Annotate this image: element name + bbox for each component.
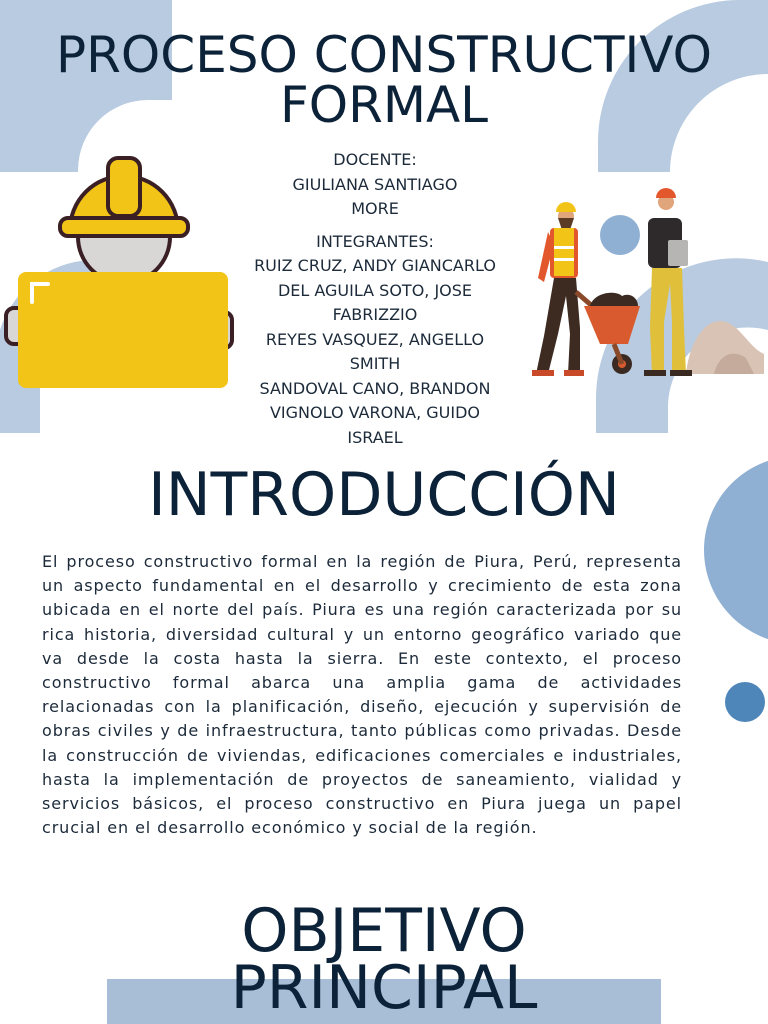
integrante-line: ISRAEL xyxy=(347,427,403,447)
objective-title-line-1: OBJETIVO xyxy=(241,896,527,966)
objective-title-line-2: PRINCIPAL xyxy=(230,953,538,1023)
people-block xyxy=(230,148,520,447)
docente-name-line: GIULIANA SANTIAGO xyxy=(292,174,458,194)
small-dot-decor xyxy=(725,682,765,722)
people-clip xyxy=(230,148,520,447)
cover-title-block xyxy=(0,26,768,134)
docente-name-line: MORE xyxy=(351,199,399,218)
cover-slide xyxy=(0,0,768,447)
integrante-line: REYES VASQUEZ, ANGELLO xyxy=(265,329,485,349)
integrante-line: VIGNOLO VARONA, GUIDO xyxy=(269,403,481,422)
integrante-line: RUIZ CRUZ, ANDY GIANCARLO xyxy=(254,256,496,275)
integrante-line: DEL AGUILA SOTO, JOSE xyxy=(277,280,473,300)
construction-workers-illustration xyxy=(518,188,768,388)
cover-title-line-1: PROCESO CONSTRUCTIVO xyxy=(56,26,712,84)
intro-paragraph: El proceso constructivo formal en la región de Piura, Perú, representa un aspecto fundamental en el desarrollo y crecimiento de esta zona ubicada en el norte del país. Piura es una región caracterizada por su rica historia, diversidad cultural y un entorno geográfico variado que va desde la costa hasta la sierra. En este contexto, el proceso constructivo formal abarca una amplia gama de actividades relacionadas con la planificación, diseño, ejecución y supervisión de obras civiles y de infraestructura, tanto públicas como privadas. Desde la construcción de viviendas, edificaciones comerciales e industriales, hasta la implementación de proyectos de saneamiento, vialidad y servicios básicos, el proceso constructivo en Piura juega un papel crucial en el desarrollo económico y social de la región. xyxy=(42,552,682,838)
cover-title xyxy=(0,26,768,134)
integrantes-label: INTEGRANTES: xyxy=(316,231,434,251)
docente-label: DOCENTE: xyxy=(333,150,417,169)
integrante-line: SMITH xyxy=(349,354,401,373)
intro-title: INTRODUCCIÓN xyxy=(148,460,620,530)
integrante-line: SANDOVAL CANO, BRANDON xyxy=(259,378,491,398)
objective-title xyxy=(0,896,768,1023)
helmet-worker-icon xyxy=(4,152,244,392)
cover-title-line-2: FORMAL xyxy=(279,76,489,134)
integrante-line: FABRIZZIO xyxy=(332,305,418,324)
